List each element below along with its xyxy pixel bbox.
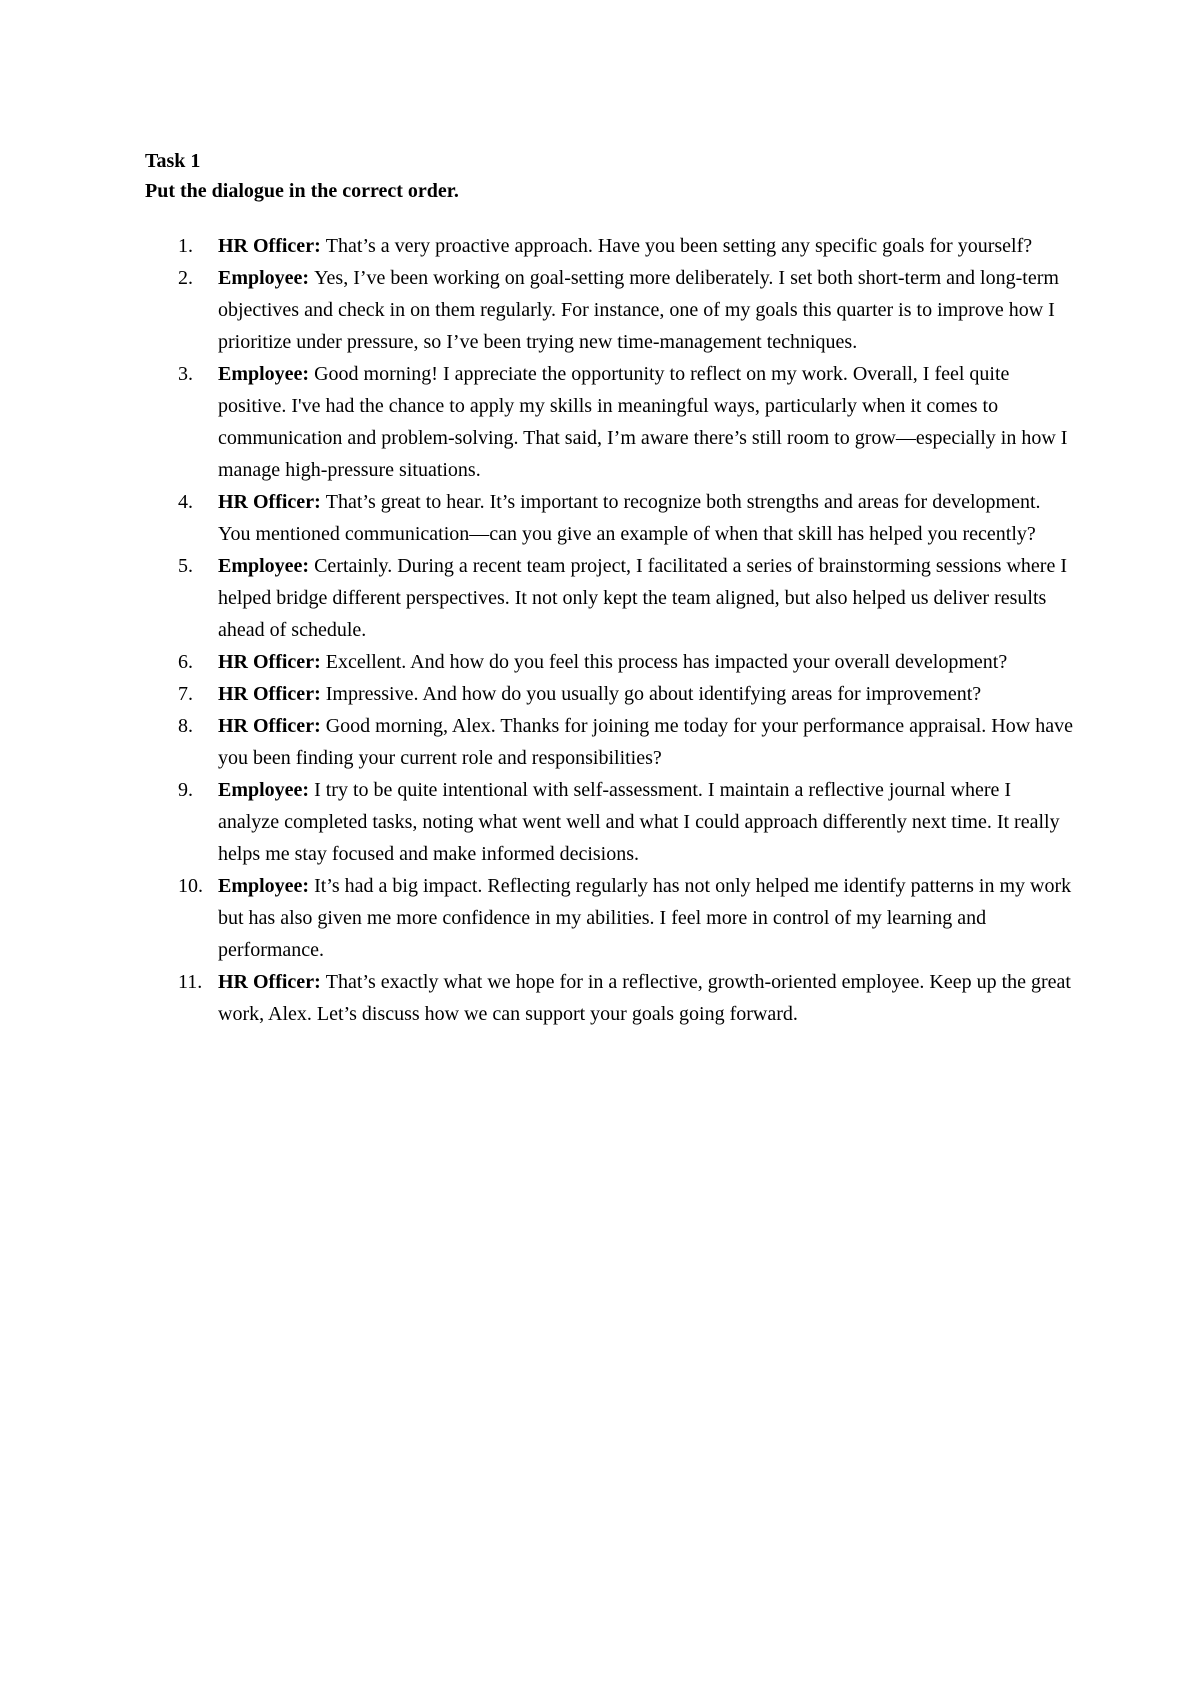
- dialogue-text: That’s exactly what we hope for in a reflective, growth-oriented employee. Keep up the great work, Alex. Let’s discuss how we can support your goals going forward.: [218, 971, 1071, 1025]
- item-number: 11.: [178, 971, 203, 993]
- item-number: 3.: [178, 363, 193, 385]
- dialogue-item-2: [145, 262, 1075, 358]
- dialogue-item-11: [145, 966, 1075, 1030]
- document-content: [145, 146, 1075, 1030]
- speaker-label: HR Officer:: [218, 683, 326, 705]
- dialogue-item-6: [145, 646, 1075, 678]
- item-number: 8.: [178, 715, 193, 737]
- speaker-label: Employee:: [218, 555, 315, 577]
- dialogue-item-4: [145, 486, 1075, 550]
- dialogue-item-7: [145, 678, 1075, 710]
- item-number: 6.: [178, 651, 193, 673]
- dialogue-text: Impressive. And how do you usually go about identifying areas for improvement?: [325, 683, 982, 705]
- item-number: 2.: [178, 267, 193, 289]
- item-number: 9.: [178, 779, 193, 801]
- dialogue-text: That’s a very proactive approach. Have you been setting any specific goals for yourself?: [325, 235, 1033, 257]
- dialogue-text: Yes, I’ve been working on goal-setting more deliberately. I set both short-term and long-term objectives and check in on them regularly. For instance, one of my goals this quarter is to improve how I prioritize under pressure, so I’ve been trying new time-management techniques.: [218, 267, 1059, 353]
- item-number: 10.: [178, 875, 203, 897]
- dialogue-list: [145, 230, 1075, 1030]
- dialogue-item-3: [145, 358, 1075, 486]
- item-number: 4.: [178, 491, 193, 513]
- dialogue-text: Certainly. During a recent team project, I facilitated a series of brainstorming sessions where I helped bridge different perspectives. It not only kept the team aligned, but also helped us deliver results ahead of schedule.: [218, 555, 1067, 641]
- speaker-label: HR Officer:: [218, 715, 326, 737]
- dialogue-item-5: [145, 550, 1075, 646]
- speaker-label: HR Officer:: [218, 235, 326, 257]
- dialogue-text: That’s great to hear. It’s important to recognize both strengths and areas for development. You mentioned communication—can you give an example of when that skill has helped you recently?: [218, 491, 1041, 545]
- dialogue-text: Excellent. And how do you feel this process has impacted your overall development?: [325, 651, 1008, 673]
- speaker-label: Employee:: [218, 363, 315, 385]
- task-title: Task 1: [145, 150, 201, 172]
- speaker-label: HR Officer:: [218, 491, 326, 513]
- dialogue-text: I try to be quite intentional with self-assessment. I maintain a reflective journal where I analyze completed tasks, noting what went well and what I could approach differently next time. It really helps me stay focused and make informed decisions.: [218, 779, 1060, 865]
- dialogue-item-1: [145, 230, 1075, 262]
- dialogue-text: Good morning, Alex. Thanks for joining me today for your performance appraisal. How have you been finding your current role and responsibilities?: [218, 715, 1073, 769]
- item-number: 7.: [178, 683, 193, 705]
- speaker-label: HR Officer:: [218, 651, 326, 673]
- item-number: 1.: [178, 235, 193, 257]
- speaker-label: Employee:: [218, 779, 315, 801]
- dialogue-item-10: [145, 870, 1075, 966]
- speaker-label: Employee:: [218, 267, 315, 289]
- item-number: 5.: [178, 555, 193, 577]
- speaker-label: Employee:: [218, 875, 315, 897]
- dialogue-text: Good morning! I appreciate the opportunity to reflect on my work. Overall, I feel quite positive. I've had the chance to apply my skills in meaningful ways, particularly when it comes to communication and problem-solving. That said, I’m aware there’s still room to grow—especially in how I manage high-pressure situations.: [218, 363, 1068, 481]
- speaker-label: HR Officer:: [218, 971, 326, 993]
- task-instruction: Put the dialogue in the correct order.: [145, 180, 459, 202]
- dialogue-item-8: [145, 710, 1075, 774]
- dialogue-item-9: [145, 774, 1075, 870]
- dialogue-text: It’s had a big impact. Reflecting regularly has not only helped me identify patterns in my work but has also given me more confidence in my abilities. I feel more in control of my learning and performance.: [218, 875, 1072, 961]
